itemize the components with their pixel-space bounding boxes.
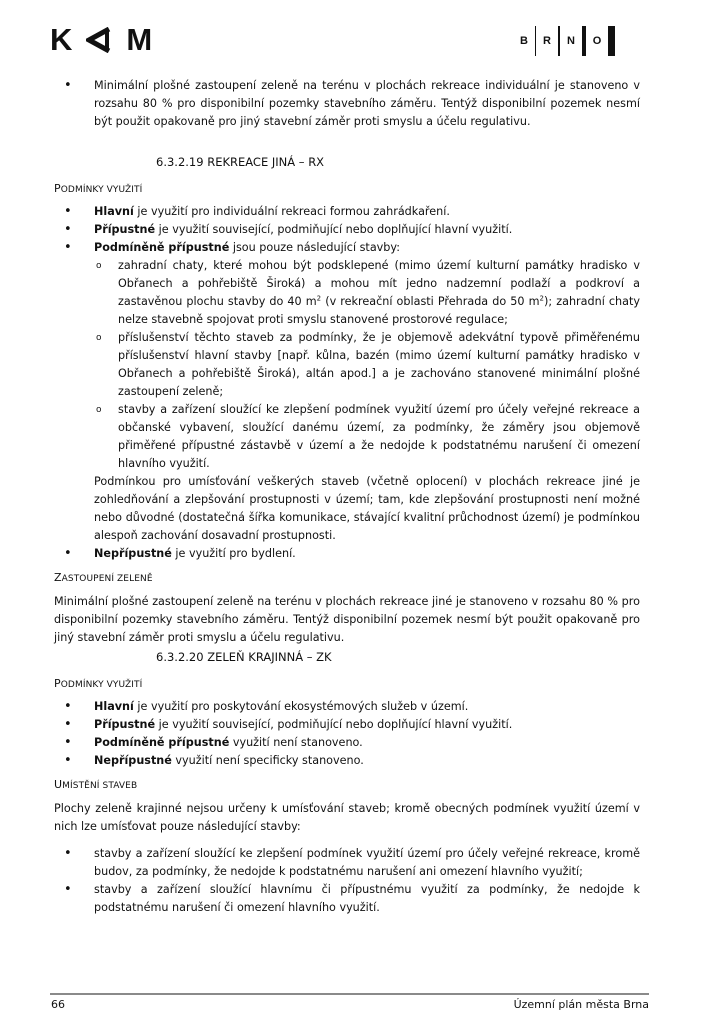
brno-logo-b: B xyxy=(520,35,528,47)
list-item: • Přípustné je využití související, podmiňující nebo doplňující hlavní využití. xyxy=(54,221,640,239)
list-item: • Minimální plošné zastoupení zeleně na terénu v plochách rekreace individuální je stanoveno v rozsahu 80 % pro disponibilní pozemky stavebního záměru. Tentýž disponibilní pozemek nesmí být použit opakovaně pro jiný stavební záměr proti smyslu a účelu regulativu. xyxy=(54,77,640,131)
sub-list-item: o příslušenství těchto staveb za podmínky, že je objemově adekvátní typově přiměřenému příslušenství hlavní stavby [např. kůlna, bazén (mimo území kulturní památky hradisko v Obřanech a pohřebiště Široká), altán apod.] a je zachováno stanovené minimální plošné zastoupení zeleně; xyxy=(94,329,640,401)
kam-logo-k: K xyxy=(50,22,73,57)
page-number: 66 xyxy=(51,998,65,1011)
sub-list-item: o stavby a zařízení sloužící ke zlepšení podmínek využití území pro účely veřejné rekreace a občanské vybavení, sloužící danému území, za podmínky, že záměry jsou objemově přiměřené přípustné zástavbě v území a že nedojde k podstatnému narušení či omezení hlavního využití. xyxy=(94,401,640,473)
condition-paragraph: Podmínkou pro umísťování veškerých staveb (včetně oplocení) v plochách rekreace jiné je zohledňování a zlepšování prostupnosti v území; tam, kde zlepšování prostupnosti není možné nebo důvodné (dostatečná šířka komunikace, stávající kvalitní průchodnost území) je podmínkou alespoň zachování dosavadní prostupnosti. xyxy=(94,475,640,542)
subheading-placement: UMÍSTĚNÍ STAVEB xyxy=(54,778,138,791)
kam-logo xyxy=(50,24,152,56)
section-heading-zk: 6.3.2.20 ZELEŇ KRAJINNÁ – ZK xyxy=(156,650,332,664)
placement-list xyxy=(54,845,640,917)
conditions-list xyxy=(54,203,640,563)
greenery-paragraph: Minimální plošné zastoupení zeleně na terénu v plochách rekreace jiné je stanoveno v rozsahu 80 % pro disponibilní pozemky stavebního záměru. Tentýž disponibilní pozemek nesmí být použit opakovaně pro jiný stavební záměr proti smyslu a účelu regulativu. xyxy=(54,595,640,644)
subheading-conditions: PODMÍNKY VYUŽITÍ xyxy=(54,677,143,690)
list-item: • Podmíněně přípustné využití není stanoveno. xyxy=(54,734,640,752)
list-item: • Hlavní je využití pro poskytování ekosystémových služeb v území. xyxy=(54,698,640,716)
brno-logo xyxy=(513,26,615,56)
list-item: • Přípustné je využití související, podmiňující nebo doplňující hlavní využití. xyxy=(54,716,640,734)
list-item: • Nepřípustné využití není specificky stanoveno. xyxy=(54,752,640,770)
section-zk-body xyxy=(54,677,640,917)
list-item: • stavby a zařízení sloužící hlavnímu či přípustnému využití za podmínky, že nedojde k podstatnému narušení či omezení hlavního využití. xyxy=(54,881,640,917)
kam-logo-a-triangle xyxy=(86,27,112,53)
brno-logo-n: N xyxy=(567,35,575,47)
footer-divider xyxy=(50,993,649,995)
brno-logo-r: R xyxy=(543,35,551,47)
list-item: • Nepřípustné je využití pro bydlení. xyxy=(54,545,640,563)
list-item: • Hlavní je využití pro individuální rekreaci formou zahrádkaření. xyxy=(54,203,640,221)
section-heading-rx: 6.3.2.19 REKREACE JINÁ – RX xyxy=(156,155,325,169)
sub-list-item: o zahradní chaty, které mohou být podsklepené (mimo území kulturní památky hradisko v Obřanech a pohřebiště Široká) a mohou mít jedno nadzemní podlaží a podkroví a zastavěnou plochu stavby do 40 $m^2$ (v rekreační oblasti Přehrada do 50 $m^2$); zahradní chaty nelze stavebně spojovat proti smyslu stanovené prostorové regulace; xyxy=(94,257,640,329)
conditions-list xyxy=(54,698,640,770)
subheading-conditions: PODMÍNKY VYUŽITÍ xyxy=(54,182,143,195)
document-title: Územní plán města Brna xyxy=(513,998,649,1011)
brno-logo-o: O xyxy=(592,35,602,47)
list-item: • stavby a zařízení sloužící ke zlepšení podmínek využití území pro účely veřejné rekreace, kromě budov, za podmínky, že nedojde k podstatnému narušení ani omezení hlavního využití; xyxy=(54,845,640,881)
top-bullet-block xyxy=(54,77,640,131)
subheading-greenery: ZASTOUPENÍ ZELENĚ xyxy=(54,571,153,584)
brno-logo-bar xyxy=(608,26,615,56)
sub-list xyxy=(94,257,640,473)
placement-paragraph: Plochy zeleně krajinné nejsou určeny k umísťování staveb; kromě obecných podmínek využití území v nich lze umísťovat pouze následující stavby: xyxy=(54,802,640,833)
kam-logo-m: M xyxy=(126,22,153,57)
section-rx-body xyxy=(54,182,640,647)
list-item: • Podmíněně přípustné jsou pouze následující stavby: o zahradní chaty, které mohou být podsklepené (mimo území kulturní památky hradisko v Obřanech a pohřebiště Široká) a mohou mít jedno nadzemní podlaží a podkroví a zastavěnou plochu stavby do 40 $m^2$ (v rekreační oblasti Přehrada do 50 $m^2$); zahradní chaty nelze stavebně spojovat proti smyslu stanovené prostorové regulace; o příslušenství těchto staveb za podmínky, že je objemově adekvátní typově přiměřenému příslušenství hlavní stavby [např. kůlna, bazén (mimo území kulturní památky hradisko v Obřanech a pohřebiště Široká), altán apod.] a je zachováno stanovené minimální plošné zastoupení zeleně; o stavby a zařízení sloužící ke zlepšení podmínek využití území pro účely veřejné rekreace a občanské vybavení, sloužící danému území, za podmínky, že záměry jsou objemově přiměřené přípustné zástavbě v území a že nedojde k podstatnému narušení či omezení hlavního využití. Podmínkou pro umísťování veškerých staveb (včetně oplocení) v plochách rekreace jiné je zohledňování a zlepšování prostupnosti v území; tam, kde zlepšování prostupnosti není možné nebo důvodné (dostatečná šířka komunikace, stávající kvalitní průchodnost území) je podmínkou alespoň zachování dosavadní prostupnosti. xyxy=(54,239,640,545)
